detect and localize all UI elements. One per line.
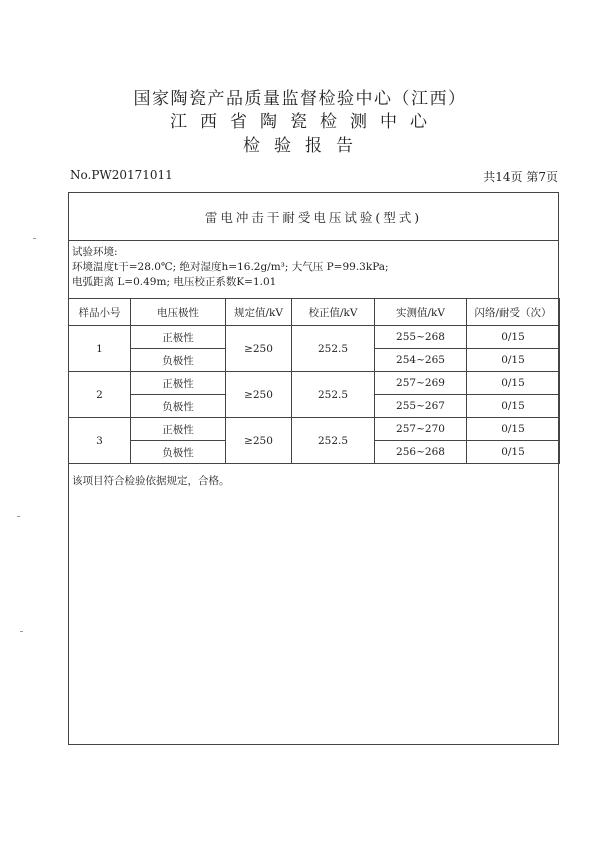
page-indicator: 共14页 第7页 [483,170,558,184]
table-row [69,326,560,349]
column-header-measured: 实测值/kV [375,299,467,326]
test-title: 雷电冲击干耐受电压试验(型式) [69,193,558,241]
polarity-cell: 负极性 [131,349,226,372]
specified-value-cell: ≥250 [226,418,292,464]
flashover-result-cell: 0/15 [467,326,560,349]
corrected-value-cell: 252.5 [292,372,375,418]
flashover-result-cell: 0/15 [467,349,560,372]
measured-value-cell: 254~265 [375,349,467,372]
polarity-cell: 正极性 [131,326,226,349]
conclusion-text: 该项目符合检验依据规定，合格。 [72,475,230,487]
polarity-cell: 正极性 [131,418,226,441]
results-table [68,298,560,464]
corrected-value-cell: 252.5 [292,418,375,464]
provincial-center-name: 江西省陶瓷检测中心 [170,112,440,132]
environment-label: 试验环境: [72,246,118,258]
table-header-row [69,299,560,326]
report-body-frame [68,192,559,745]
specified-value-cell: ≥250 [226,372,292,418]
polarity-cell: 正极性 [131,372,226,395]
table-row [69,372,560,395]
scan-speck [17,516,20,517]
test-environment [72,245,552,290]
specified-value-cell: ≥250 [226,326,292,372]
flashover-result-cell: 0/15 [467,395,560,418]
scan-speck [33,238,36,239]
measured-value-cell: 256~268 [375,441,467,464]
flashover-result-cell: 0/15 [467,372,560,395]
scan-speck [20,631,23,632]
sample-number-cell: 3 [69,418,131,464]
flashover-result-cell: 0/15 [467,418,560,441]
measured-value-cell: 257~270 [375,418,467,441]
polarity-cell: 负极性 [131,395,226,418]
sample-number-cell: 2 [69,372,131,418]
flashover-result-cell: 0/15 [467,441,560,464]
report-header [0,88,600,158]
column-header-sample: 样品小号 [69,299,131,326]
column-header-polarity: 电压极性 [131,299,226,326]
measured-value-cell: 255~267 [375,395,467,418]
corrected-value-cell: 252.5 [292,326,375,372]
environment-conditions: 环境温度t干=28.0℃; 绝对湿度h=16.2g/m³; 大气压 P=99.3kPa; [72,261,389,273]
column-header-specified: 规定值/kV [226,299,292,326]
column-header-corrected: 校正值/kV [292,299,375,326]
environment-arc-distance: 电弧距离 L=0.49m; 电压校正系数K=1.01 [72,276,277,288]
measured-value-cell: 257~269 [375,372,467,395]
report-number: No.PW20171011 [70,168,173,182]
report-type-title: 检验报告 [243,136,367,156]
column-header-flashover: 闪络/耐受（次） [467,299,560,326]
table-row [69,418,560,441]
measured-value-cell: 255~268 [375,326,467,349]
center-name: 国家陶瓷产品质量监督检验中心（江西） [133,89,467,109]
sample-number-cell: 1 [69,326,131,372]
polarity-cell: 负极性 [131,441,226,464]
